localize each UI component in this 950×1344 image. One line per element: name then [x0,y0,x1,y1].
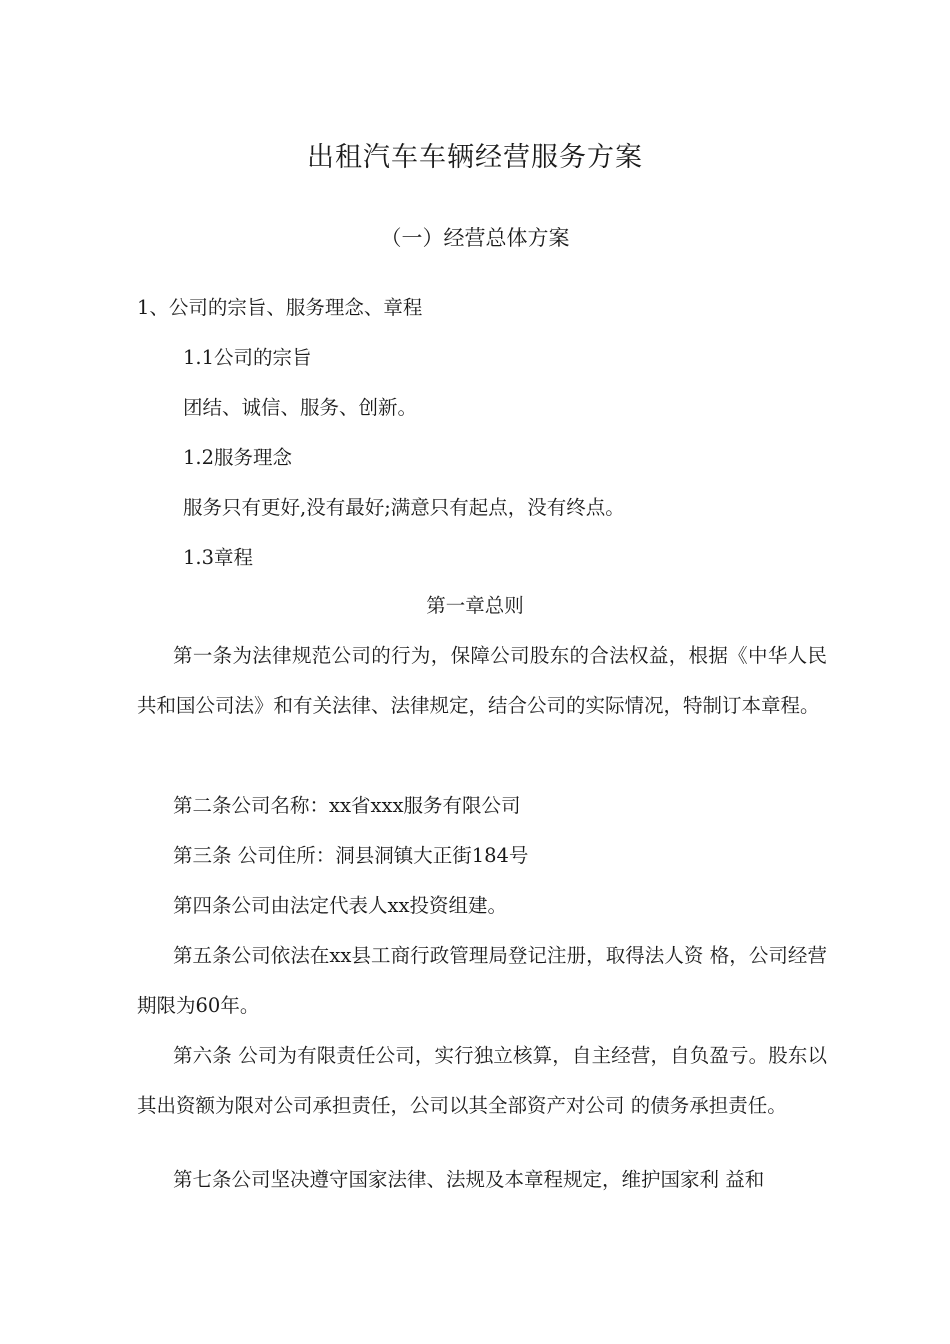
subsection-heading-1-3: 1.3章程 [183,546,254,569]
article-4: 第四条公司由法定代表人xx投资组建。 [173,894,507,917]
section-heading-1: 1、公司的宗旨、服务理念、章程 [137,296,423,319]
subsection-text-1-1: 团结、诚信、服务、创新。 [183,396,418,419]
chapter-heading: 第一章总则 [426,594,524,617]
article-1: 第一条为法律规范公司的行为，保障公司股东的合法权益，根据《中华人民共和国公司法》和有关法律、法律规定，结合公司的实际情况，特制订本章程。 [137,644,827,717]
document-title: 出租汽车车辆经营服务方案 [307,142,643,173]
article-6: 第六条 公司为有限责任公司，实行独立核算，自主经营，自负盈亏。股东以其出资额为限对公司承担责任，公司以其全部资产对公司 的债务承担责任。 [137,1044,827,1117]
subsection-heading-1-2: 1.2服务理念 [183,446,293,469]
subsection-heading-1-1: 1.1公司的宗旨 [183,346,312,369]
subsection-text-1-2: 服务只有更好,没有最好;满意只有起点，没有终点。 [183,496,625,519]
article-2: 第二条公司名称：xx省xxx服务有限公司 [173,794,521,817]
article-3: 第三条 公司住所：洞县洞镇大正街184号 [173,844,529,867]
article-7: 第七条公司坚决遵守国家法律、法规及本章程规定，维护国家利 益和 [173,1168,765,1191]
document-subtitle: （一）经营总体方案 [380,226,570,250]
article-5: 第五条公司依法在xx县工商行政管理局登记注册，取得法人资 格，公司经营期限为60年。 [137,944,827,1017]
